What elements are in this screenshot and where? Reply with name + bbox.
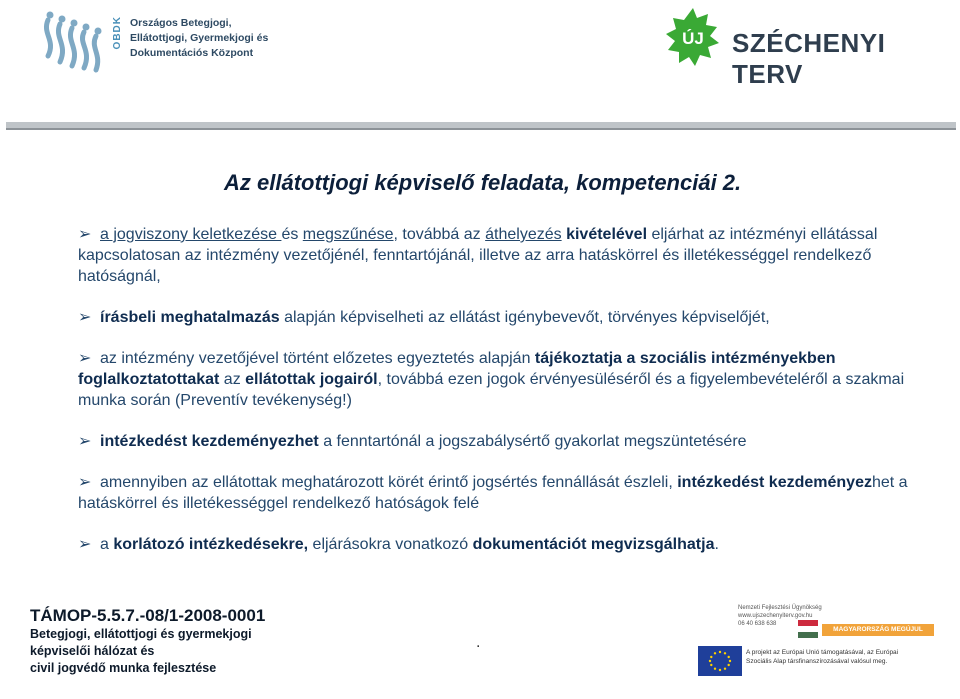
nfu-line-1: Nemzeti Fejlesztési Ügynökség [738, 605, 822, 611]
bullet-text-segment: a [100, 536, 114, 553]
arrow-bullet-icon: ➢ [78, 433, 92, 450]
bullet-text-segment: intézkedést kezdeményezhet [100, 433, 319, 450]
bullet-text-segment: , továbbá ezen jogok érvényesüléséről és a figyelembevételéről a szakmai munka során (Preventív tevékenység!) [78, 371, 905, 409]
bullet-text-segment: het a hatáskörrel és illetékességgel rendelkező hatóságok felé [78, 474, 908, 512]
hungarian-flag-icon [798, 620, 818, 638]
project-line-2: képviselői hálózat és [30, 644, 155, 658]
slide-title: Az ellátottjogi képviselő feladata, kompetenciái 2. [224, 170, 742, 195]
bullet-text-segment: áthelyezés [485, 226, 562, 243]
obdk-line-3: Dokumentációs Központ [130, 47, 254, 59]
bullet-text-segment: amennyiben az ellátottak meghatározott körét érintő jogsértés fennállását észleli, [100, 474, 678, 491]
project-info [30, 606, 330, 677]
bullet-item [78, 348, 928, 411]
bullet-list [78, 224, 928, 575]
arrow-bullet-icon: ➢ [78, 474, 92, 491]
bullet-text-segment: a fenntartónál a jogszabálysértő gyakorlat megszüntetésére [318, 433, 747, 450]
obdk-name [130, 16, 268, 61]
eu-flag-icon [698, 646, 742, 676]
header-divider-shadow [6, 128, 956, 130]
obdk-line-2: Ellátottjogi, Gyermekjogi és [130, 32, 269, 44]
separator-dot: . [476, 634, 481, 651]
obdk-emblem-icon [40, 10, 110, 74]
bullet-text-segment: eljárásokra vonatkozó [308, 536, 473, 553]
szechenyi-badge-text: ÚJ [682, 29, 704, 48]
obdk-line-1: Országos Betegjogi, [130, 17, 232, 29]
bullet-item [78, 534, 928, 555]
arrow-bullet-icon: ➢ [78, 226, 92, 243]
bullet-text-segment: intézkedést kezdeményez [677, 474, 872, 491]
eu-line-1: A projekt az Európai Unió támogatásával, az Európai [746, 649, 899, 656]
bullet-text-segment: , továbbá az [393, 226, 486, 243]
bullet-text-segment: tájékoztatja a szociális intézményekben foglalkoztatottakat [78, 350, 836, 388]
eu-line-2: Szociális Alap társfinanszírozásával valósul meg. [746, 658, 888, 665]
bullet-item [78, 431, 928, 452]
bullet-text-segment: az [219, 371, 246, 388]
obdk-logo [40, 10, 290, 82]
project-line-1: Betegjogi, ellátottjogi és gyermekjogi [30, 627, 252, 641]
bullet-item [78, 307, 928, 328]
szechenyi-text: SZÉCHENYI TERV [732, 28, 886, 89]
obdk-acronym: OBDK [112, 16, 123, 50]
arrow-bullet-icon: ➢ [78, 536, 92, 553]
szechenyi-terv-logo [662, 6, 932, 89]
bullet-text-segment: alapján képviselheti az ellátást igénybevevőt, törvényes képviselőjét, [279, 309, 770, 326]
bullet-text-segment: korlátozó intézkedésekre, [113, 536, 309, 553]
eu-funding-text [746, 648, 946, 666]
bullet-item [78, 224, 928, 287]
funding-logos [686, 604, 950, 692]
szechenyi-badge-icon [662, 6, 724, 68]
project-line-3: civil jogvédő munka fejlesztése [30, 661, 217, 675]
bullet-text-segment: és [281, 226, 303, 243]
arrow-bullet-icon: ➢ [78, 350, 92, 367]
nfu-line-2: www.ujszechenyiterv.gov.hu [738, 613, 813, 619]
bullet-text-segment: dokumentációt megvizsgálhatja [472, 536, 715, 553]
bullet-text-segment: . [714, 536, 719, 553]
bullet-text-segment: írásbeli meghatalmazás [100, 309, 280, 326]
bullet-item [78, 472, 928, 514]
bullet-text-segment: a jogviszony keletkezése [100, 226, 282, 243]
bullet-text-segment: ellátottak jogairól [245, 371, 378, 388]
magyarorszag-megujul-badge: MAGYARORSZÁG MEGÚJUL [822, 624, 934, 636]
bullet-text-segment: kivételével [561, 226, 648, 243]
header [0, 0, 960, 120]
project-code: TÁMOP-5.5.7.-08/1-2008-0001 [30, 606, 266, 625]
bullet-text-segment: eljárhat az intézményi ellátással kapcsolatosan az intézmény vezetőjénél, fenntartójánál, illetve az arra hatáskörrel és illetékességgel rendelkező hatóságnál, [78, 226, 878, 285]
bullet-text-segment: az intézmény vezetőjével történt előzetes egyeztetés alapján [100, 350, 535, 367]
bullet-text-segment: megszűnése [302, 226, 394, 243]
nfu-line-3: 06 40 638 638 [738, 621, 777, 627]
arrow-bullet-icon: ➢ [78, 309, 92, 326]
